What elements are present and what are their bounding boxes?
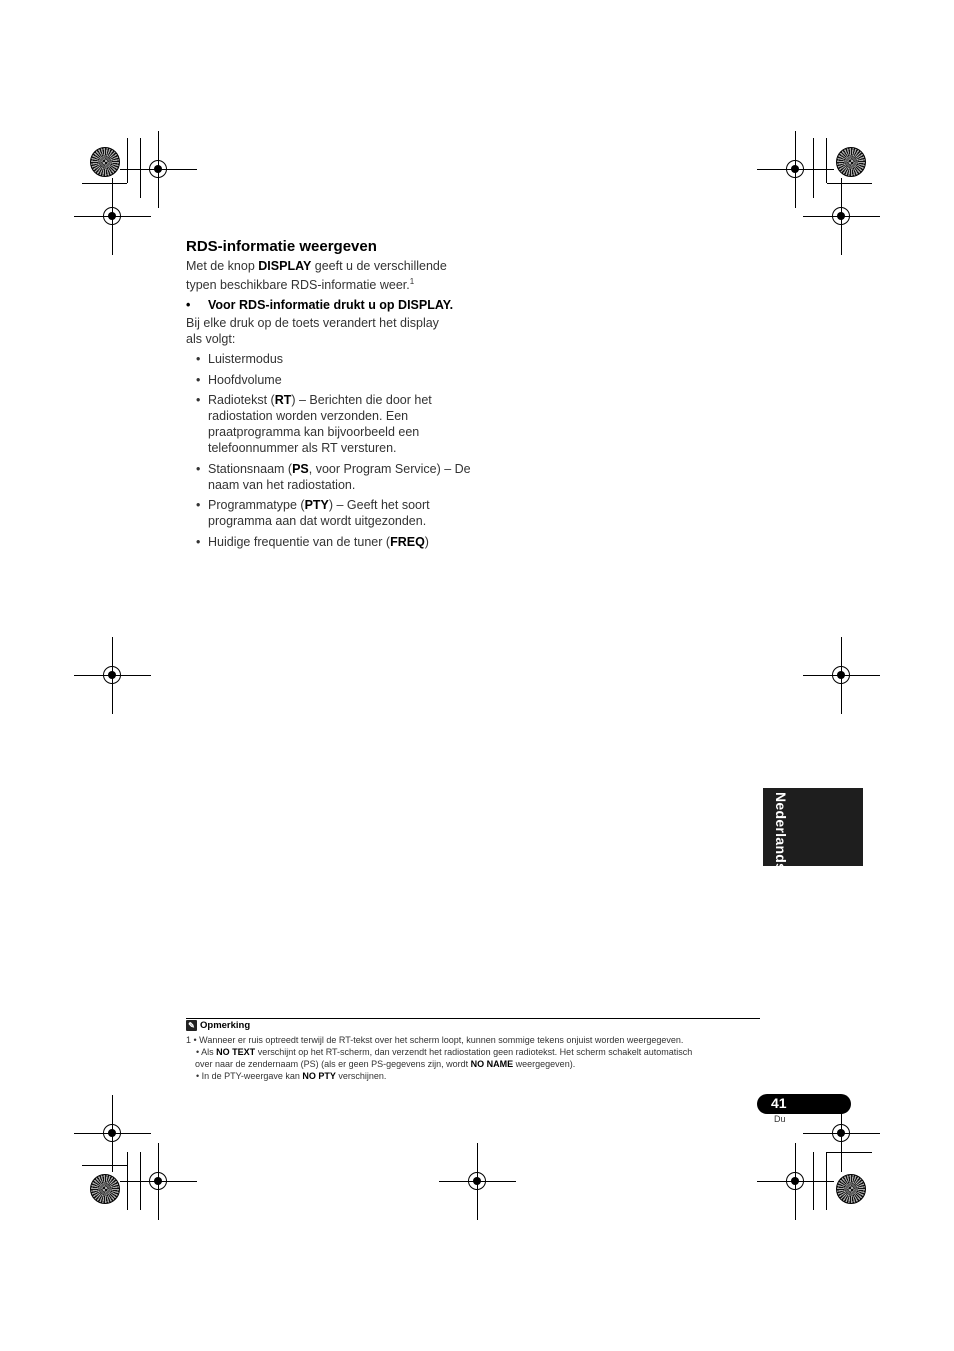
explanation-paragraph (186, 315, 439, 347)
crop-line (813, 138, 814, 198)
list-item (196, 461, 471, 493)
crop-line (127, 138, 128, 183)
corner-rosette-top-right (836, 147, 866, 177)
list-item (196, 351, 471, 367)
note-code: NO TEXT (216, 1047, 256, 1057)
section-title: RDS-informatie weergeven (186, 238, 377, 255)
crop-line (827, 183, 872, 184)
note-text: 1 • Wanneer er ruis optreedt terwijl de RT-tekst over het scherm loopt, kunnen sommige tekens onjuist worden weergegeven. (186, 1035, 684, 1045)
corner-rosette-bottom-left (90, 1174, 120, 1204)
pencil-icon: ✎ (186, 1020, 197, 1031)
note-code: NO NAME (470, 1059, 514, 1069)
bullet: • (186, 298, 191, 312)
item-text: Huidige frequentie van de tuner ( (208, 534, 391, 549)
crop-line (82, 183, 127, 184)
note-divider (186, 1018, 760, 1019)
item-text: ) (424, 534, 429, 549)
item-text: , voor Program Service) – De naam van het radiostation. (208, 461, 471, 492)
crop-line (82, 1165, 127, 1166)
item-text: Radiotekst ( (208, 393, 275, 407)
intro-text: typen beschikbare RDS-informatie weer. (186, 278, 410, 293)
item-code: FREQ (390, 534, 425, 549)
page-number: 41 (771, 1095, 787, 1111)
corner-rosette-top-left (90, 147, 120, 177)
list-item (196, 392, 471, 456)
item-text: Programmatype ( (208, 498, 305, 512)
note-text: verschijnen. (335, 1071, 387, 1081)
item-text: ) – Geeft het soort programma aan dat wordt uitgezonden. (208, 498, 430, 528)
note-line (186, 1034, 766, 1046)
crop-line (827, 1152, 872, 1153)
item-text: Stationsnaam ( (208, 461, 293, 476)
item-text: Luistermodus (208, 352, 284, 366)
footnote-ref: 1 (409, 277, 415, 286)
crop-line (826, 138, 827, 183)
instruction-text: Voor RDS-informatie drukt u op DISPLAY. (208, 298, 454, 312)
item-text: ) – Berichten die door het radiostation worden verzonden. Een praatprogramma kan bijvoorbeeld een telefoonnummer als RT versturen. (208, 393, 432, 455)
list-item (196, 534, 471, 550)
note-text: • In de PTY-weergave kan (196, 1071, 303, 1081)
intro-text: Met de knop (186, 259, 259, 273)
note-text: over naar de zendernaam (PS) (als er geen PS-gegevens zijn, wordt (195, 1059, 471, 1069)
note-code: NO PTY (302, 1071, 336, 1081)
display-button-label: DISPLAY (258, 259, 312, 273)
note-text: weergegeven). (513, 1059, 576, 1069)
note-heading-label: Opmerking (200, 1020, 251, 1031)
explanation-line: als volgt: (186, 332, 236, 346)
note-text: • Als (196, 1047, 217, 1057)
language-tab-label: Nederlands (773, 792, 789, 872)
note-line (186, 1070, 766, 1082)
item-code: RT (274, 393, 292, 407)
list-item (196, 372, 471, 388)
language-code: Du (774, 1114, 786, 1124)
item-code: PTY (304, 498, 329, 512)
list-item (196, 497, 471, 529)
intro-text: geeft u de verschillende (311, 259, 447, 273)
note-line (186, 1058, 766, 1070)
crop-line (140, 138, 141, 198)
page-number-badge (757, 1094, 851, 1114)
item-code: PS (292, 461, 309, 476)
explanation-line: Bij elke druk op de toets verandert het display (186, 316, 439, 330)
note-body (186, 1034, 766, 1082)
corner-rosette-bottom-right (836, 1174, 866, 1204)
main-instruction (186, 298, 453, 312)
note-text: verschijnt op het RT-scherm, dan verzendt het radiostation geen radiotekst. Het scherm schakelt automatisch (255, 1047, 693, 1057)
note-heading (186, 1020, 250, 1031)
display-modes-list (196, 351, 471, 554)
language-tab (763, 788, 863, 872)
intro-paragraph (186, 258, 447, 293)
note-line (186, 1046, 766, 1058)
item-text: Hoofdvolume (208, 372, 282, 387)
